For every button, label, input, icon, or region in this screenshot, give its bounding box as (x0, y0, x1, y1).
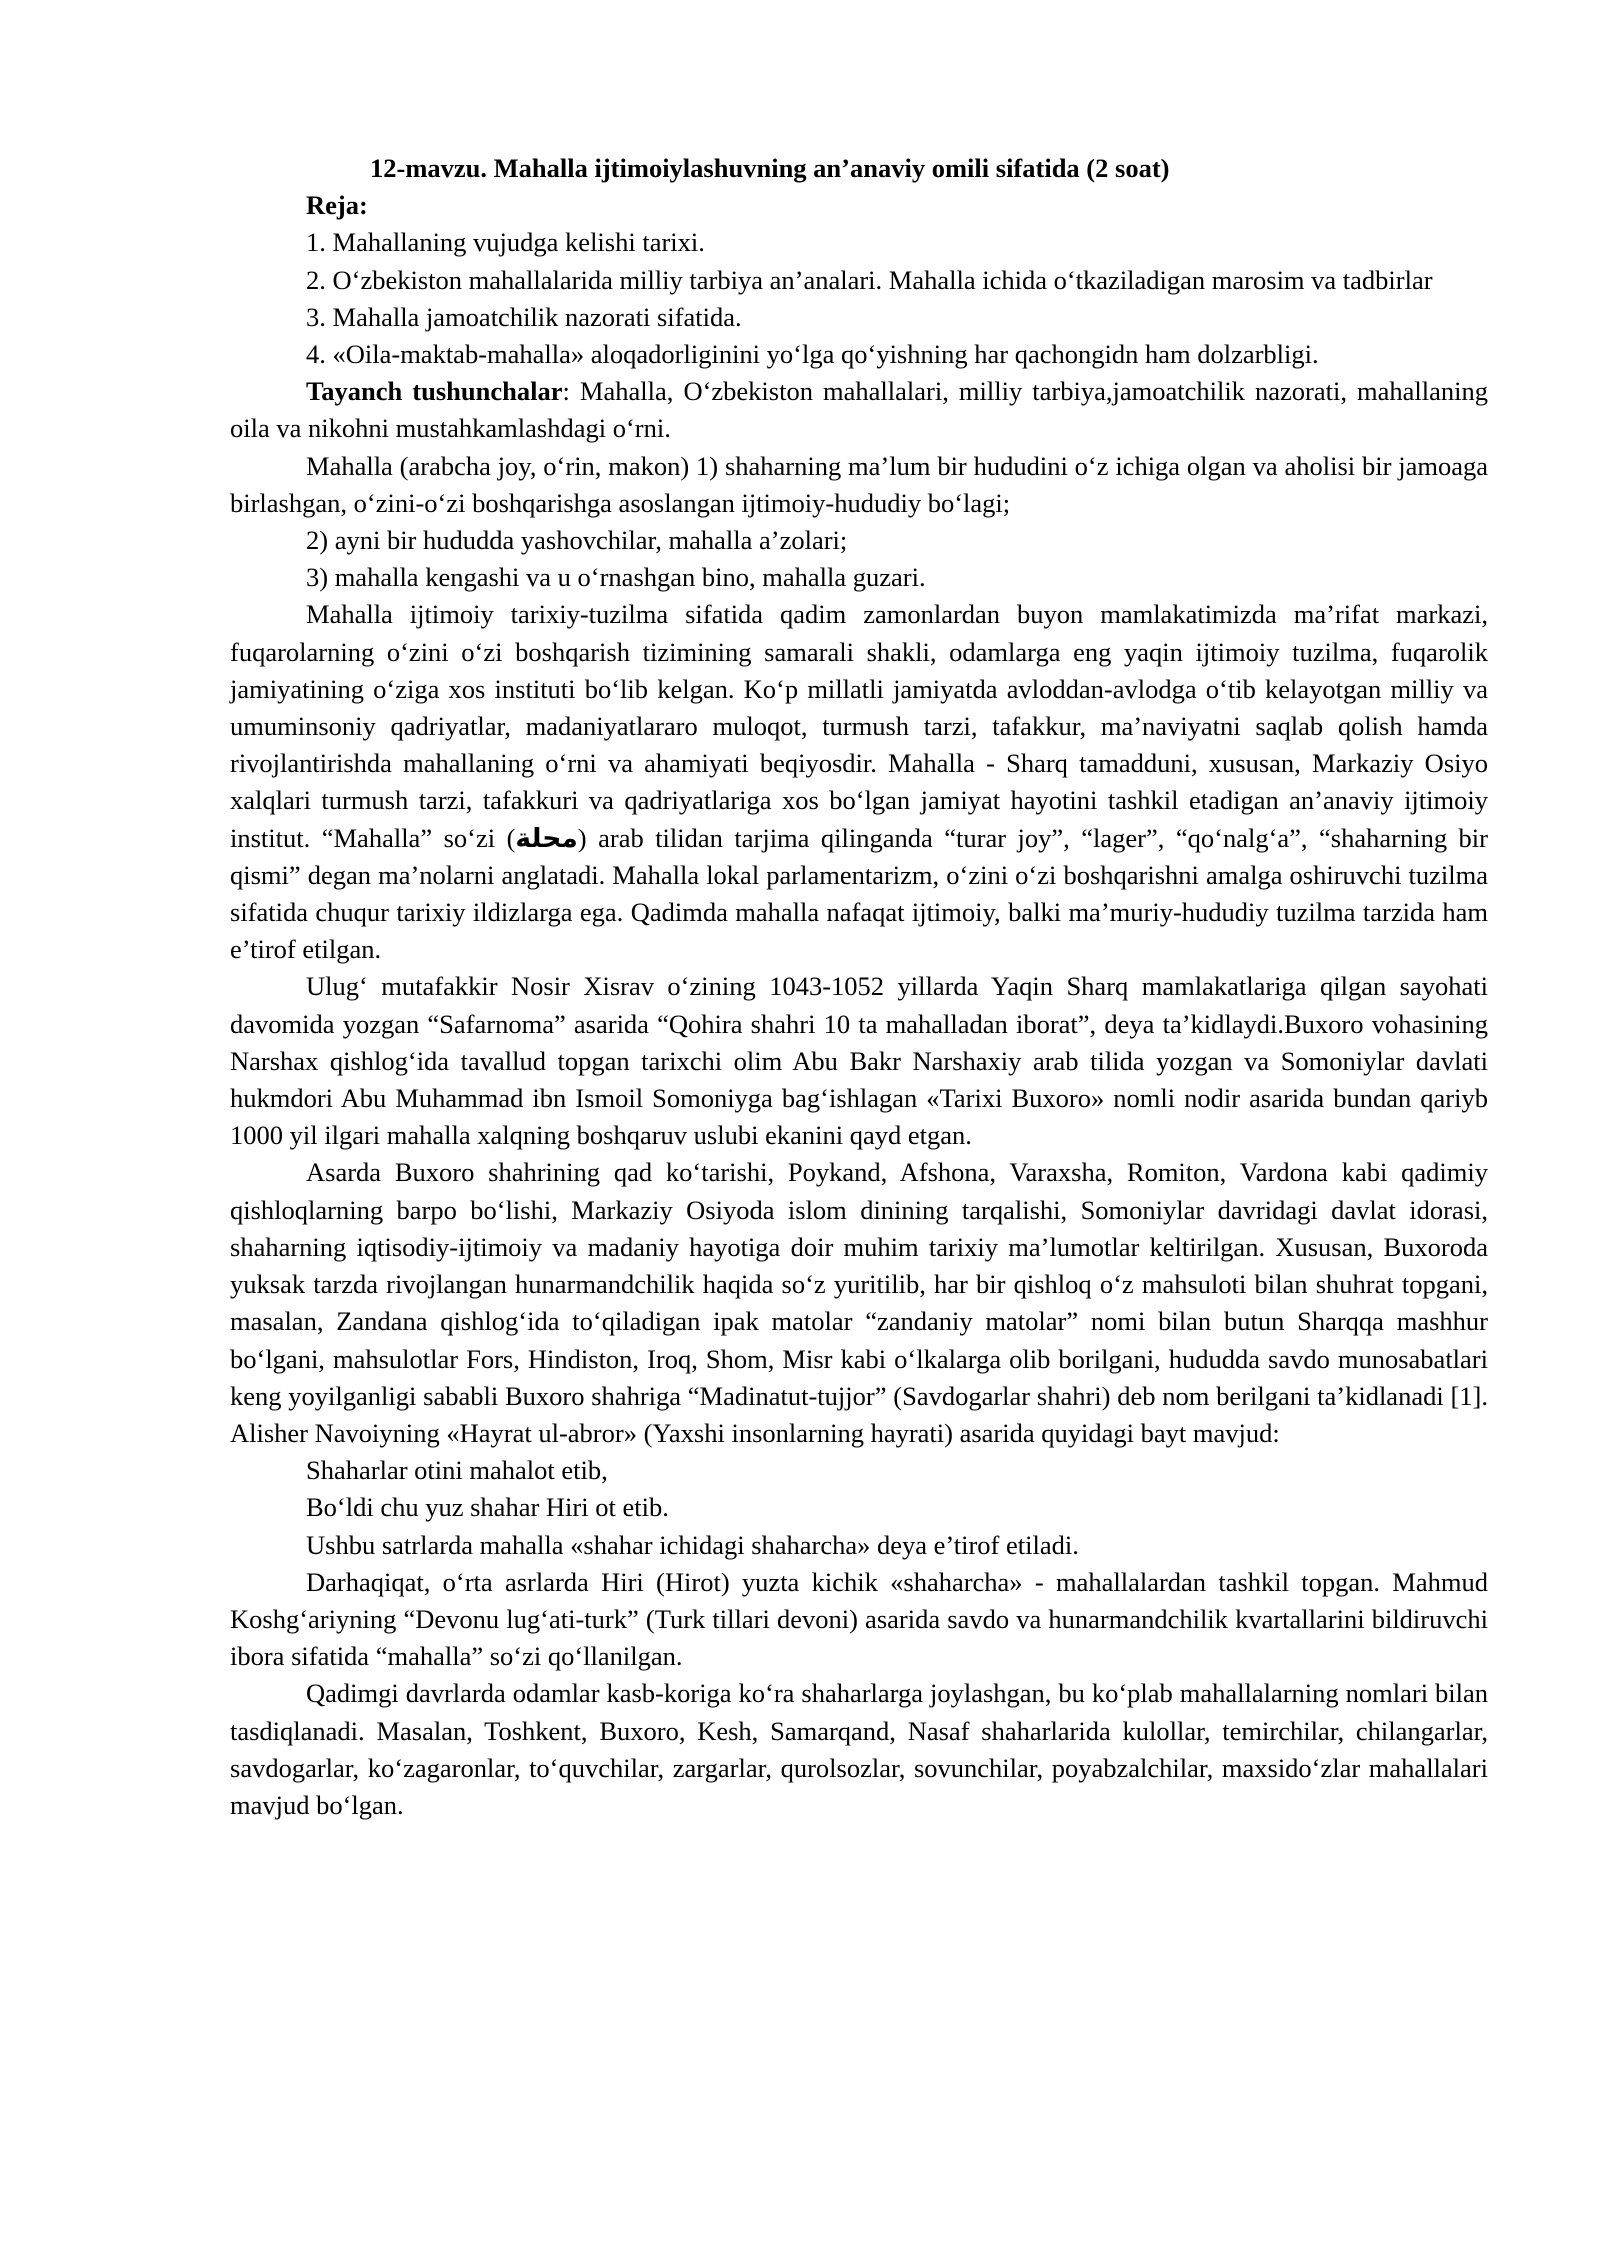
body-paragraph-3: Asarda Buxoro shahrining qad ko‘tarishi, Poykand, Afshona, Varaxsha, Romiton, Vardona kabi qadimiy qishloqlarning barpo bo‘lishi, Markaziy Osiyoda islom dinining tarqalishi, Somoniylar davridagi davlat idorasi, shaharning iqtisodiy-ijtimoiy va madaniy hayotiga doir muhim tarixiy ma’lumotlar keltirilgan. Xususan, Buxoroda yuksak tarzda rivojlangan hunarmandchilik haqida so‘z yuritilib, har bir qishloq o‘z mahsuloti bilan shuhrat topgani, masalan, Zandana qishlog‘ida to‘qiladigan ipak matolar “zandaniy matolar” nomi bilan butun Sharqqa mashhur bo‘lgani, mahsulotlar Fors, Hindiston, Iroq, Shom, Misr kabi o‘lkalarga olib borilgani, hududda savdo munosabatlari keng yoyilganligi sababli Buxoro shahriga “Madinatut-tujjor” (Savdogarlar shahri) deb nom berilgani ta’kidlanadi [1]. Alisher Navoiyning «Hayrat ul-abror» (Yaxshi insonlarning hayrati) asarida quyidagi bayt mavjud: (230, 1157, 1488, 1448)
body-paragraph-2: Ulug‘ mutafakkir Nosir Xisrav o‘zining 1043-1052 yillarda Yaqin Sharq mamlakatlariga qilgan sayohati davomida yozgan “Safarnoma” asarida “Qohira shahri 10 ta mahalladan iborat”, deya ta’kidlaydi.Buxoro vohasining Narshax qishlog‘ida tavallud topgan tarixchi olim Abu Bakr Narshaxiy arab tilida yozgan va Somoniylar davlati hukmdori Abu Muhammad ibn Ismoil Somoniyga bag‘ishlagan «Tarixi Buxoro» nomli nodir asarida bundan qariyb 1000 yil ilgari mahalla xalqning boshqaruv uslubi ekanini qayd etgan. (230, 971, 1488, 1151)
arabic-word: محلة (515, 822, 578, 854)
definition-paragraph-1: Mahalla (arabcha joy, o‘rin, makon) 1) shaharning ma’lum bir hududini o‘z ichiga olgan va aholisi bir jamoaga birlashgan, o‘zini-o‘zi boshqarishga asoslangan ijtimoiy-hududiy bo‘lagi; (230, 450, 1488, 518)
definition-paragraph-2: 2) ayni bir hududda yashovchilar, mahalla a’zolari; (306, 525, 848, 556)
document-page (230, 150, 1488, 1824)
plan-item-1: 1. Mahallaning vujudga kelishi tarixi. (306, 227, 705, 258)
definition-paragraph-3: 3) mahalla kengashi va u o‘rnashgan bino, mahalla guzari. (306, 562, 926, 593)
document-title: 12-mavzu. Mahalla ijtimoiylashuvning an’anaviy omili sifatida (2 soat) (370, 153, 1170, 183)
para1-text-start: Mahalla ijtimoiy tarixiy-tuzilma sifatida qadim zamonlardan buyon mamlakatimizda ma’rifat markazi, fuqarolarning o‘zini o‘zi boshqarish tizimining samarali shakli, odamlarga eng yaqin ijtimoiy tuzilma, fuqarolik jamiyatining o‘ziga xos instituti bo‘lib kelgan. Ko‘p millatli jamiyatda avloddan-avlodga o‘tib kelayotgan milliy va umuminsoniy qadriyatlar, madaniyatlararo muloqot, turmush tarzi, tafakkur, ma’naviyatni saqlab qolish hamda rivojlantirishda mahallaning o‘rni va ahamiyati beqiyosdir. Mahalla - Sharq tamadduni, xususan, Markaziy Osiyo xalqlari turmush tarzi, tafakkuri va qadriyatlariga xos bo‘lgan jamiyat hayotini tashkil etadigan an’anaviy ijtimoiy institut. “Mahalla” so‘zi ( (230, 599, 1488, 853)
plan-item-3: 3. Mahalla jamoatchilik nazorati sifatida. (306, 301, 742, 332)
plan-item-2: 2. O‘zbekiston mahallalarida milliy tarbiya an’analari. Mahalla ichida o‘tkaziladigan marosim va tadbirlar (306, 264, 1433, 295)
body-paragraph-5: Darhaqiqat, o‘rta asrlarda Hiri (Hirot) yuzta kichik «shaharcha» - mahallalardan tashkil topgan. Mahmud Koshg‘ariyning “Devonu lug‘ati-turk” (Turk tillari devoni) asarida savdo va hunarmandchilik kvartallarini bildiruvchi ibora sifatida “mahalla” so‘zi qo‘llanilgan. (230, 1566, 1488, 1672)
verse-line-2: Bo‘ldi chu yuz shahar Hiri ot etib. (306, 1492, 669, 1523)
body-paragraph-4: Ushbu satrlarda mahalla «shahar ichidagi shaharcha» deya e’tirof etiladi. (306, 1529, 1079, 1560)
plan-item-4: 4. «Oila-maktab-mahalla» aloqadorliginini yo‘lga qo‘yishning har qachongidn ham dolzarbligi. (306, 339, 1319, 370)
body-paragraph-1 (230, 596, 1488, 968)
key-terms-text: : Mahalla, O‘zbekiston mahallalari, milliy tarbiya,jamoatchilik nazorati, mahallaning oila va nikohni mustahkamlashdagi o‘rni. (230, 376, 1488, 444)
body-paragraph-6: Qadimgi davrlarda odamlar kasb-koriga ko‘ra shaharlarga joylashgan, bu ko‘plab mahallalarning nomlari bilan tasdiqlanadi. Masalan, Toshkent, Buxoro, Kesh, Samarqand, Nasaf shaharlarida kulollar, temirchilar, chilangarlar, savdogarlar, ko‘zagaronlar, to‘quvchilar, zargarlar, qurolsozlar, sovunchilar, poyabzalchilar, maxsido‘zlar mahallalari mavjud bo‘lgan. (230, 1678, 1488, 1820)
key-terms-label: Tayanch tushunchalar (306, 376, 563, 407)
verse-line-1: Shaharlar otini mahalot etib, (306, 1455, 608, 1486)
key-terms-paragraph (230, 373, 1488, 447)
para1-text-end: ) arab tilidan tarjima qilinganda “turar joy”, “lager”, “qo‘nalg‘a”, “shaharning bir qismi” degan ma’nolarni anglatadi. Mahalla lokal parlamentarizm, o‘zini o‘zi boshqarishni amalga oshiruvchi tuzilma sifatida chuqur tarixiy ildizlarga ega. Qadimda mahalla nafaqat ijtimoiy, balki ma’muriy-hududiy tuzilma tarzida ham e’tirof etilgan. (230, 822, 1488, 965)
plan-heading: Reja: (306, 190, 368, 221)
